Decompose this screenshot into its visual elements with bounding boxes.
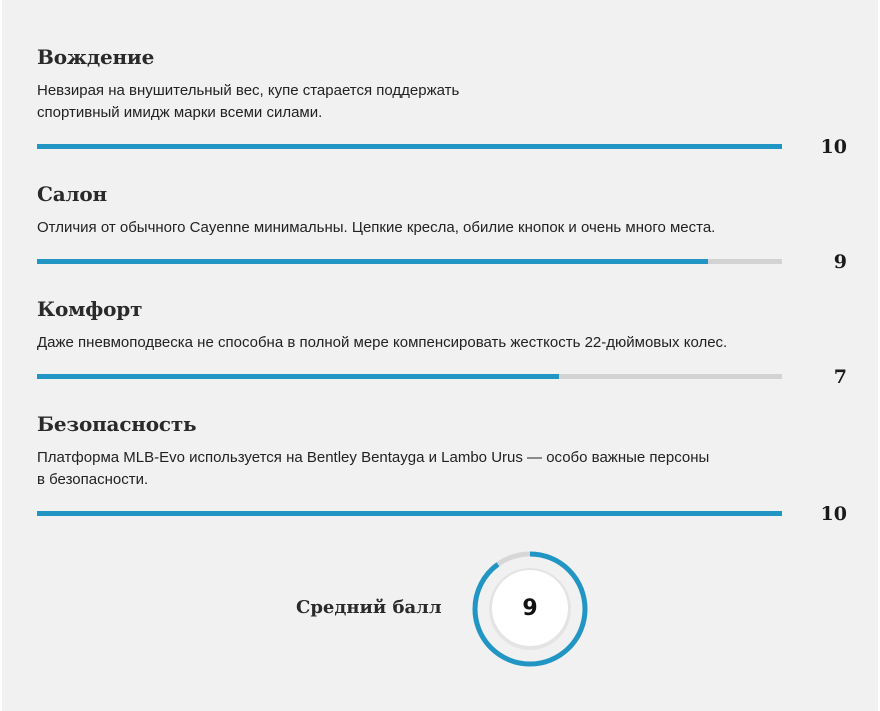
score-bar-fill — [37, 259, 708, 264]
score-bar — [37, 259, 782, 264]
score-value: 10 — [820, 503, 847, 525]
criterion-title: Безопасность — [37, 412, 197, 436]
criterion-description: Даже пневмоподвеска не способна в полной мере компенсировать жесткость 22-дюймовых колес. — [37, 334, 728, 351]
criterion-safety — [37, 412, 847, 525]
criterion-title: Вождение — [37, 45, 155, 69]
score-bar — [37, 374, 782, 379]
criterion-comfort — [37, 297, 847, 387]
score-bar-fill — [37, 511, 782, 516]
average-score-label: Средний балл — [296, 597, 442, 618]
criterion-driving — [37, 45, 847, 158]
score-bar — [37, 511, 782, 516]
criterion-interior — [37, 182, 847, 272]
criterion-title: Салон — [37, 182, 107, 206]
score-bar — [37, 144, 782, 149]
score-value: 10 — [820, 136, 847, 158]
score-bar-fill — [37, 374, 559, 379]
score-value: 9 — [833, 251, 847, 273]
criterion-description: Платформа MLB-Evo используется на Bentley Bentayga и Lambo Urus — особо важные персоны в безопасности. — [37, 449, 710, 488]
criterion-description: Невзирая на внушительный вес, купе старается поддержать спортивный имидж марки всеми силами. — [37, 82, 460, 121]
criterion-title: Комфорт — [37, 297, 143, 321]
score-value: 7 — [833, 366, 847, 388]
criterion-description: Отличия от обычного Cayenne минимальны. Цепкие кресла, обилие кнопок и очень много места. — [37, 219, 716, 236]
score-bar-fill — [37, 144, 782, 149]
average-score-value: 9 — [522, 596, 538, 621]
